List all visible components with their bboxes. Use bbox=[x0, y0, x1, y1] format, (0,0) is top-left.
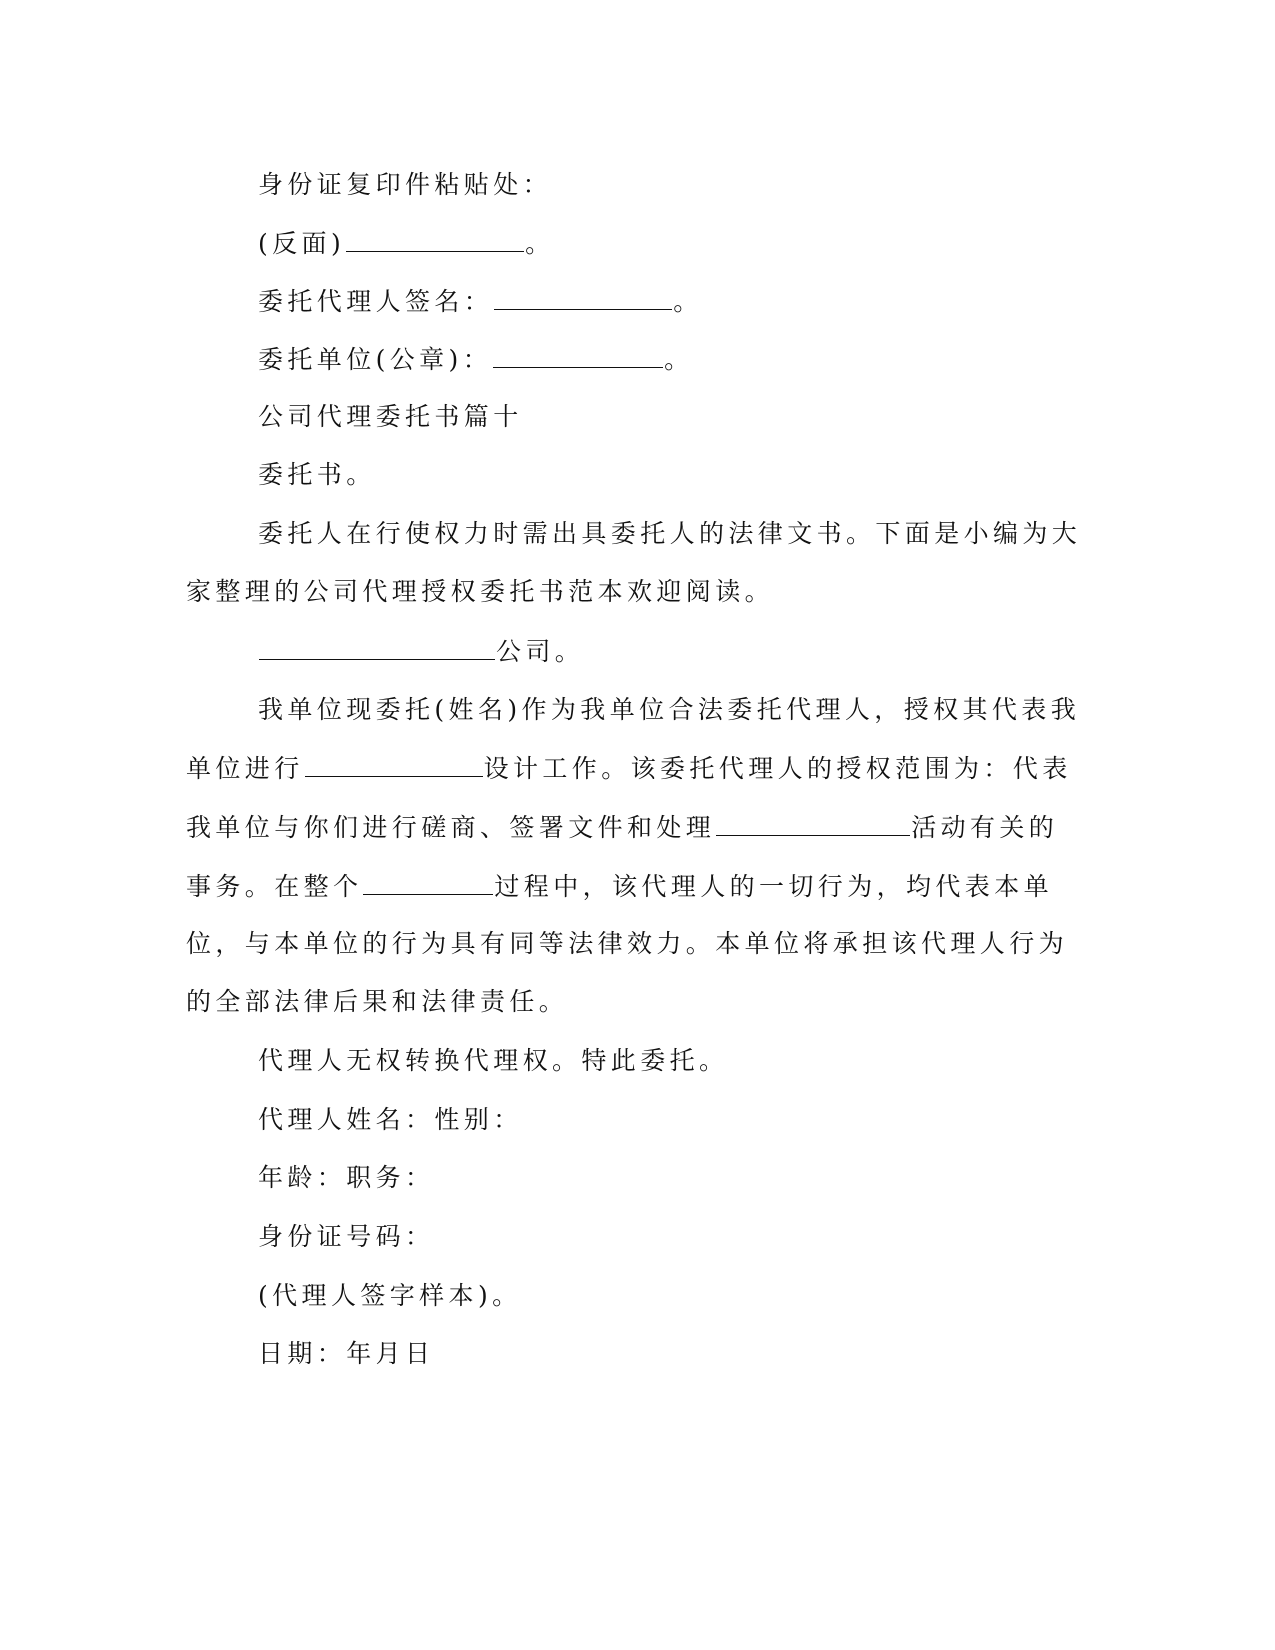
body-paragraph-line-2: 单位进行 设计工作。该委托代理人的授权范围为：代表 bbox=[186, 748, 1072, 788]
blank-field bbox=[305, 748, 483, 777]
intro-paragraph-line-1: 委托人在行使权力时需出具委托人的法律文书。下面是小编为大 bbox=[258, 519, 1082, 548]
blank-field bbox=[494, 281, 672, 310]
blank-field bbox=[493, 339, 663, 368]
blank-field bbox=[363, 866, 493, 895]
body-paragraph-line-3: 我单位与你们进行磋商、签署文件和处理 活动有关的 bbox=[186, 807, 1058, 847]
agent-signature-line: 委托代理人签名： 。 bbox=[258, 281, 703, 321]
closing-statement: 代理人无权转换代理权。特此委托。 bbox=[258, 1046, 729, 1075]
body-paragraph-line-6: 的全部法律后果和法律责任。 bbox=[186, 987, 569, 1016]
intro-paragraph-line-2: 家整理的公司代理授权委托书范本欢迎阅读。 bbox=[186, 577, 775, 606]
body-paragraph-line-4: 事务。在整个 过程中，该代理人的一切行为，均代表本单 bbox=[186, 866, 1053, 906]
id-copy-paste-label: 身份证复印件粘贴处： bbox=[258, 170, 553, 199]
blank-field bbox=[259, 631, 495, 660]
signature-sample-line: (代理人签字样本)。 bbox=[258, 1281, 522, 1310]
document-heading: 委托书。 bbox=[258, 460, 376, 489]
date-line: 日期：年月日 bbox=[258, 1339, 435, 1368]
id-number-line: 身份证号码： bbox=[258, 1222, 435, 1251]
unit-seal-line: 委托单位(公章)： 。 bbox=[258, 339, 694, 379]
blank-field bbox=[346, 223, 524, 252]
body-paragraph-line-5: 位，与本单位的行为具有同等法律效力。本单位将承担该代理人行为 bbox=[186, 929, 1069, 958]
company-line: 公司。 bbox=[258, 631, 584, 671]
body-paragraph-line-1: 我单位现委托(姓名)作为我单位合法委托代理人，授权其代表我 bbox=[258, 695, 1081, 724]
age-position-line: 年龄：职务： bbox=[258, 1163, 435, 1192]
blank-field bbox=[716, 807, 910, 836]
agent-name-gender-line: 代理人姓名：性别： bbox=[258, 1105, 523, 1134]
reverse-side-line: (反面) 。 bbox=[258, 223, 555, 263]
section-title: 公司代理委托书篇十 bbox=[258, 402, 523, 431]
